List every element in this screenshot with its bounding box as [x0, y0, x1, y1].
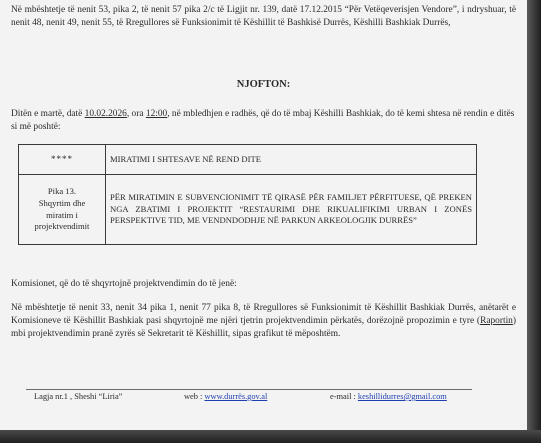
meeting-prefix: Ditën e martë, datë — [11, 109, 85, 119]
agenda-item-number: Pika 13. — [47, 186, 77, 197]
agenda-row-item — [19, 175, 477, 245]
footer-email-label: e-mail : — [330, 392, 358, 401]
agenda-stars: **** — [51, 153, 73, 164]
agenda-item-line2: Shqyrtim dhe — [38, 197, 86, 208]
photo-edge-bottom — [0, 430, 541, 443]
notice-heading: NJOFTON: — [236, 79, 291, 90]
komisionet-line: Komisionet, që do të shqyrtojnë projektvendimin do të jenë: — [11, 279, 237, 289]
footer-email-link[interactable]: keshillidurres@gmail.com — [357, 392, 447, 401]
agenda-item-line3: miratim i — [46, 209, 78, 220]
intro-paragraph: Në mbështetje të nenit 53, pika 2, të nenit 57 pika 2/c të Ligjit nr. 139, datë 17.12.2015 “Për Vetëqeverisjen Vendore”, i ndryshuar, të nenit 48, nenit 49, nenit 55, të Rregullores së Funksionimit të Këshillit të Bashkisë Durrës, Këshilli Bashkiak Durrës, — [11, 5, 516, 29]
agenda-row1-left — [19, 145, 106, 175]
agenda-row2-left — [19, 175, 106, 245]
footer-web — [184, 392, 267, 401]
footer-web-label: web : — [184, 392, 205, 401]
legal-paragraph — [11, 302, 516, 342]
legal-part2: ) mbi projektvendimin pranë zyrës së Sekretarit të Këshillit, sipas grafikut të mëposhtëm. — [11, 316, 516, 340]
meeting-date: 10.02.2026 — [84, 109, 127, 119]
photo-edge-right — [527, 0, 541, 443]
raportin-word: Raportin — [480, 316, 513, 327]
footer-web-link[interactable]: www.durrës.gov.al — [204, 392, 268, 401]
footer-divider — [26, 389, 472, 390]
meeting-time: 12:00 — [145, 109, 168, 119]
agenda-row-header — [19, 145, 477, 175]
legal-part1: Në mbështetje të nenit 33, nenit 34 pika 1, nenit 77 pika 8, të Rregullores së Funksionimit të Këshillit Bashkiak Durrës, anëtarët e Komisioneve të Këshillit Bashkiak pasi shqyrtojnë me njëri tjetrin projektvendimin përkatës, dorëzojnë propozimin e tyre ( — [11, 303, 516, 327]
agenda-row2-right: PËR MIRATIMIN E SUBVENCIONIMIT TË QIRASË PËR FAMILJET PËRFITUESE, QË PREKEN NGA ZBATIMI I PROJEKTIT “RESTAURIMI DHE RIKUALIFIKIMI URBAN I ZONËS PERSPEKTIVE TID, ME VENDNDODHJE NË PARKUN ARKEOLOGJIK DURRËS” — [106, 175, 477, 245]
meeting-mid: , ora — [126, 109, 146, 119]
meeting-suffix: , në mbledhjen e radhës, që do të mbaj Këshilli Bashkiak, do të kemi shtesa në rendin e ditës si më poshtë: — [11, 109, 515, 133]
meeting-paragraph — [11, 108, 516, 134]
agenda-row1-right: MIRATIMI I SHTESAVE NË REND DITE — [106, 145, 477, 175]
agenda-table — [18, 144, 477, 245]
footer-email — [330, 392, 447, 401]
footer-address: Lagja nr.1 , Sheshi “Liria” — [34, 392, 123, 401]
agenda-item-line4: projektvendimit — [34, 221, 90, 232]
